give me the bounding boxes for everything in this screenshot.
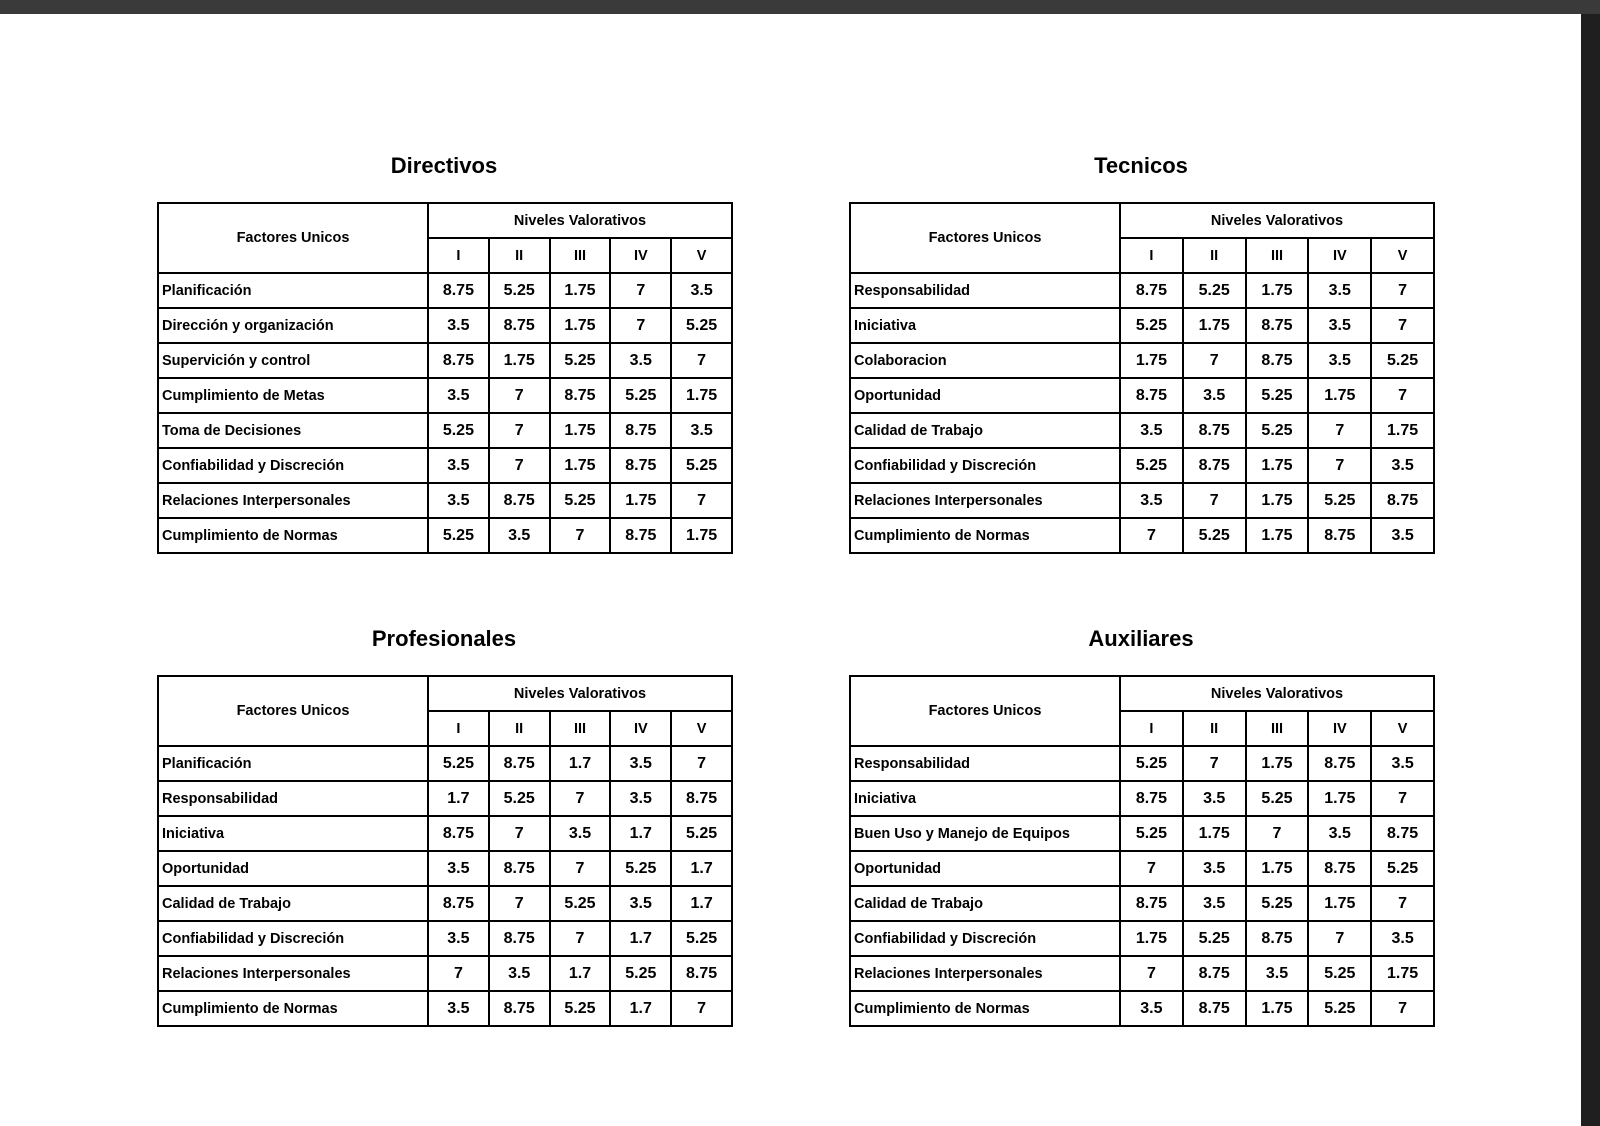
value-cell: 3.5 <box>671 413 732 448</box>
level-header: II <box>489 711 550 746</box>
value-cell: 8.75 <box>1120 781 1183 816</box>
value-cell: 5.25 <box>1308 956 1371 991</box>
value-cell: 5.25 <box>1371 851 1434 886</box>
value-cell: 8.75 <box>489 851 550 886</box>
factor-cell: Dirección y organización <box>158 308 428 343</box>
value-cell: 1.75 <box>1120 343 1183 378</box>
factor-cell: Buen Uso y Manejo de Equipos <box>850 816 1120 851</box>
factor-column-header: Factores Unicos <box>850 676 1120 746</box>
factor-cell: Relaciones Interpersonales <box>158 483 428 518</box>
viewer-scrollbar-track[interactable] <box>1581 14 1600 1126</box>
header-row <box>158 676 732 711</box>
value-cell: 5.25 <box>1246 413 1309 448</box>
value-cell: 3.5 <box>610 886 671 921</box>
level-header: IV <box>610 711 671 746</box>
value-cell: 1.75 <box>1183 308 1246 343</box>
value-cell: 8.75 <box>428 886 489 921</box>
level-header: III <box>550 238 611 273</box>
value-cell: 3.5 <box>1371 448 1434 483</box>
document-page <box>0 14 1581 1126</box>
value-cell: 5.25 <box>610 851 671 886</box>
factor-cell: Confiabilidad y Discreción <box>850 921 1120 956</box>
level-header: V <box>1371 711 1434 746</box>
value-cell: 7 <box>550 518 611 553</box>
table-row <box>850 956 1434 991</box>
value-cell: 8.75 <box>1183 956 1246 991</box>
value-cell: 1.75 <box>1308 378 1371 413</box>
value-cell: 3.5 <box>671 273 732 308</box>
value-cell: 5.25 <box>1308 483 1371 518</box>
table-row <box>158 413 732 448</box>
value-cell: 7 <box>1246 816 1309 851</box>
value-cell: 1.75 <box>1246 746 1309 781</box>
table-row <box>850 886 1434 921</box>
value-cell: 1.75 <box>550 273 611 308</box>
value-cell: 8.75 <box>1120 378 1183 413</box>
value-cell: 3.5 <box>550 816 611 851</box>
factor-cell: Oportunidad <box>850 378 1120 413</box>
value-cell: 3.5 <box>428 448 489 483</box>
value-cell: 5.25 <box>550 991 611 1026</box>
level-header: I <box>1120 711 1183 746</box>
value-cell: 8.75 <box>428 816 489 851</box>
value-cell: 7 <box>489 378 550 413</box>
table-row <box>158 273 732 308</box>
level-header: III <box>1246 711 1309 746</box>
value-cell: 8.75 <box>610 448 671 483</box>
value-cell: 8.75 <box>1246 921 1309 956</box>
factor-cell: Iniciativa <box>850 781 1120 816</box>
value-cell: 7 <box>1183 746 1246 781</box>
level-header: II <box>1183 238 1246 273</box>
factor-cell: Toma de Decisiones <box>158 413 428 448</box>
value-cell: 1.75 <box>1246 851 1309 886</box>
levels-column-header: Niveles Valorativos <box>428 676 732 711</box>
value-cell: 7 <box>489 886 550 921</box>
value-cell: 5.25 <box>1120 746 1183 781</box>
value-cell: 7 <box>1308 413 1371 448</box>
factor-cell: Calidad de Trabajo <box>158 886 428 921</box>
header-row <box>850 676 1434 711</box>
value-cell: 8.75 <box>489 308 550 343</box>
factor-cell: Relaciones Interpersonales <box>850 956 1120 991</box>
value-cell: 1.75 <box>1246 483 1309 518</box>
factor-cell: Oportunidad <box>850 851 1120 886</box>
value-cell: 3.5 <box>1371 746 1434 781</box>
value-cell: 1.7 <box>671 851 732 886</box>
value-cell: 5.25 <box>489 781 550 816</box>
value-cell: 1.75 <box>1371 956 1434 991</box>
value-cell: 3.5 <box>1308 343 1371 378</box>
factor-cell: Responsabilidad <box>158 781 428 816</box>
value-cell: 5.25 <box>671 921 732 956</box>
value-cell: 8.75 <box>550 378 611 413</box>
table-row <box>158 343 732 378</box>
level-header: III <box>550 711 611 746</box>
value-cell: 1.75 <box>1308 781 1371 816</box>
value-cell: 7 <box>1371 378 1434 413</box>
value-cell: 7 <box>1183 483 1246 518</box>
value-cell: 1.7 <box>550 746 611 781</box>
level-header: IV <box>1308 238 1371 273</box>
valuation-table <box>849 202 1435 554</box>
value-cell: 7 <box>1183 343 1246 378</box>
factor-cell: Relaciones Interpersonales <box>850 483 1120 518</box>
table-row <box>158 816 732 851</box>
table-row <box>158 378 732 413</box>
value-cell: 8.75 <box>1308 518 1371 553</box>
level-header: II <box>489 238 550 273</box>
value-cell: 7 <box>1371 886 1434 921</box>
table-title: Tecnicos <box>1094 153 1188 178</box>
factor-cell: Responsabilidad <box>850 273 1120 308</box>
value-cell: 5.25 <box>1183 273 1246 308</box>
table-row <box>158 518 732 553</box>
value-cell: 1.7 <box>428 781 489 816</box>
value-cell: 3.5 <box>1120 483 1183 518</box>
value-cell: 1.75 <box>1246 448 1309 483</box>
value-cell: 1.75 <box>671 518 732 553</box>
value-cell: 1.75 <box>671 378 732 413</box>
level-header: V <box>671 238 732 273</box>
table-row <box>158 483 732 518</box>
value-cell: 3.5 <box>428 851 489 886</box>
value-cell: 3.5 <box>1308 273 1371 308</box>
value-cell: 3.5 <box>489 518 550 553</box>
value-cell: 8.75 <box>489 921 550 956</box>
levels-column-header: Niveles Valorativos <box>428 203 732 238</box>
valuation-table <box>157 675 733 1027</box>
value-cell: 3.5 <box>1183 781 1246 816</box>
value-cell: 5.25 <box>671 308 732 343</box>
factor-cell: Cumplimiento de Normas <box>158 518 428 553</box>
table-row <box>850 991 1434 1026</box>
value-cell: 1.7 <box>610 991 671 1026</box>
value-cell: 8.75 <box>489 991 550 1026</box>
value-cell: 1.75 <box>550 448 611 483</box>
value-cell: 1.75 <box>489 343 550 378</box>
factor-cell: Cumplimiento de Normas <box>850 991 1120 1026</box>
level-header: IV <box>1308 711 1371 746</box>
table-block-tecnicos <box>849 152 1433 592</box>
value-cell: 7 <box>489 448 550 483</box>
level-header: V <box>1371 238 1434 273</box>
value-cell: 5.25 <box>1371 343 1434 378</box>
value-cell: 7 <box>1308 448 1371 483</box>
value-cell: 7 <box>1120 518 1183 553</box>
value-cell: 5.25 <box>1120 816 1183 851</box>
value-cell: 5.25 <box>1120 308 1183 343</box>
value-cell: 5.25 <box>428 413 489 448</box>
value-cell: 3.5 <box>610 781 671 816</box>
table-block-directivos <box>157 152 731 592</box>
table-row <box>850 378 1434 413</box>
value-cell: 3.5 <box>489 956 550 991</box>
value-cell: 5.25 <box>1246 781 1309 816</box>
value-cell: 5.25 <box>1183 518 1246 553</box>
value-cell: 8.75 <box>610 413 671 448</box>
value-cell: 8.75 <box>1183 413 1246 448</box>
value-cell: 7 <box>671 991 732 1026</box>
table-row <box>158 886 732 921</box>
factor-cell: Oportunidad <box>158 851 428 886</box>
factor-cell: Colaboracion <box>850 343 1120 378</box>
value-cell: 7 <box>1120 851 1183 886</box>
value-cell: 8.75 <box>1183 448 1246 483</box>
value-cell: 7 <box>550 921 611 956</box>
value-cell: 8.75 <box>1371 816 1434 851</box>
table-row <box>158 921 732 956</box>
value-cell: 1.75 <box>610 483 671 518</box>
value-cell: 7 <box>1371 273 1434 308</box>
header-row <box>850 203 1434 238</box>
value-cell: 3.5 <box>1308 308 1371 343</box>
value-cell: 3.5 <box>1183 378 1246 413</box>
value-cell: 7 <box>671 343 732 378</box>
value-cell: 1.7 <box>610 921 671 956</box>
value-cell: 3.5 <box>1246 956 1309 991</box>
factor-cell: Confiabilidad y Discreción <box>158 921 428 956</box>
factor-cell: Planificación <box>158 273 428 308</box>
value-cell: 7 <box>610 308 671 343</box>
factor-cell: Iniciativa <box>850 308 1120 343</box>
value-cell: 3.5 <box>610 343 671 378</box>
factor-cell: Iniciativa <box>158 816 428 851</box>
table-row <box>850 273 1434 308</box>
value-cell: 5.25 <box>671 816 732 851</box>
value-cell: 5.25 <box>1246 886 1309 921</box>
valuation-table <box>849 675 1435 1027</box>
table-row <box>850 413 1434 448</box>
value-cell: 1.7 <box>550 956 611 991</box>
value-cell: 3.5 <box>1120 413 1183 448</box>
value-cell: 8.75 <box>1246 343 1309 378</box>
level-header: II <box>1183 711 1246 746</box>
factor-cell: Calidad de Trabajo <box>850 413 1120 448</box>
value-cell: 3.5 <box>1371 921 1434 956</box>
value-cell: 8.75 <box>489 746 550 781</box>
table-row <box>850 746 1434 781</box>
value-cell: 3.5 <box>1183 886 1246 921</box>
level-header: V <box>671 711 732 746</box>
value-cell: 1.75 <box>1308 886 1371 921</box>
levels-column-header: Niveles Valorativos <box>1120 676 1434 711</box>
factor-cell: Supervición y control <box>158 343 428 378</box>
value-cell: 1.7 <box>610 816 671 851</box>
factor-column-header: Factores Unicos <box>158 676 428 746</box>
value-cell: 3.5 <box>428 483 489 518</box>
table-row <box>158 851 732 886</box>
value-cell: 3.5 <box>428 378 489 413</box>
factor-cell: Calidad de Trabajo <box>850 886 1120 921</box>
factor-cell: Cumplimiento de Normas <box>158 991 428 1026</box>
value-cell: 1.75 <box>1183 816 1246 851</box>
value-cell: 7 <box>489 413 550 448</box>
factor-cell: Cumplimiento de Metas <box>158 378 428 413</box>
value-cell: 5.25 <box>610 956 671 991</box>
table-row <box>158 308 732 343</box>
value-cell: 1.75 <box>1246 991 1309 1026</box>
table-title: Auxiliares <box>1088 626 1194 651</box>
factor-cell: Planificación <box>158 746 428 781</box>
table-title: Directivos <box>390 153 498 178</box>
value-cell: 7 <box>428 956 489 991</box>
value-cell: 7 <box>1371 991 1434 1026</box>
value-cell: 8.75 <box>1183 991 1246 1026</box>
value-cell: 7 <box>489 816 550 851</box>
factor-cell: Confiabilidad y Discreción <box>850 448 1120 483</box>
levels-column-header: Niveles Valorativos <box>1120 203 1434 238</box>
value-cell: 3.5 <box>1371 518 1434 553</box>
value-cell: 5.25 <box>550 343 611 378</box>
value-cell: 5.25 <box>1183 921 1246 956</box>
table-row <box>850 308 1434 343</box>
table-row <box>850 781 1434 816</box>
table-row <box>850 921 1434 956</box>
value-cell: 1.75 <box>550 308 611 343</box>
valuation-table <box>157 202 733 554</box>
value-cell: 5.25 <box>550 483 611 518</box>
value-cell: 1.7 <box>671 886 732 921</box>
value-cell: 3.5 <box>1308 816 1371 851</box>
table-row <box>158 991 732 1026</box>
value-cell: 3.5 <box>1120 991 1183 1026</box>
table-row <box>850 483 1434 518</box>
table-row <box>158 448 732 483</box>
value-cell: 7 <box>1308 921 1371 956</box>
value-cell: 7 <box>1120 956 1183 991</box>
level-header: I <box>428 238 489 273</box>
value-cell: 7 <box>610 273 671 308</box>
level-header: III <box>1246 238 1309 273</box>
value-cell: 1.75 <box>1246 518 1309 553</box>
value-cell: 8.75 <box>1308 851 1371 886</box>
value-cell: 8.75 <box>428 343 489 378</box>
value-cell: 7 <box>550 781 611 816</box>
value-cell: 5.25 <box>428 518 489 553</box>
factor-cell: Responsabilidad <box>850 746 1120 781</box>
value-cell: 1.75 <box>1371 413 1434 448</box>
value-cell: 8.75 <box>1120 886 1183 921</box>
value-cell: 5.25 <box>1120 448 1183 483</box>
factor-column-header: Factores Unicos <box>850 203 1120 273</box>
level-header: I <box>428 711 489 746</box>
value-cell: 3.5 <box>428 991 489 1026</box>
level-header: I <box>1120 238 1183 273</box>
value-cell: 8.75 <box>671 956 732 991</box>
value-cell: 7 <box>1371 308 1434 343</box>
value-cell: 3.5 <box>428 308 489 343</box>
value-cell: 5.25 <box>1246 378 1309 413</box>
value-cell: 3.5 <box>428 921 489 956</box>
table-row <box>850 343 1434 378</box>
value-cell: 8.75 <box>1371 483 1434 518</box>
factor-column-header: Factores Unicos <box>158 203 428 273</box>
value-cell: 5.25 <box>550 886 611 921</box>
value-cell: 5.25 <box>489 273 550 308</box>
table-row <box>850 816 1434 851</box>
value-cell: 3.5 <box>610 746 671 781</box>
value-cell: 7 <box>550 851 611 886</box>
value-cell: 5.25 <box>610 378 671 413</box>
value-cell: 8.75 <box>428 273 489 308</box>
value-cell: 8.75 <box>1246 308 1309 343</box>
value-cell: 8.75 <box>671 781 732 816</box>
table-title: Profesionales <box>371 626 517 651</box>
value-cell: 8.75 <box>489 483 550 518</box>
value-cell: 7 <box>1371 781 1434 816</box>
value-cell: 8.75 <box>1308 746 1371 781</box>
table-block-profesionales <box>157 625 731 1065</box>
factor-cell: Confiabilidad y Discreción <box>158 448 428 483</box>
value-cell: 1.75 <box>550 413 611 448</box>
value-cell: 8.75 <box>1120 273 1183 308</box>
table-row <box>850 448 1434 483</box>
table-row <box>158 781 732 816</box>
value-cell: 5.25 <box>1308 991 1371 1026</box>
value-cell: 5.25 <box>671 448 732 483</box>
table-row <box>850 851 1434 886</box>
table-row <box>850 518 1434 553</box>
header-row <box>158 203 732 238</box>
table-block-auxiliares <box>849 625 1433 1065</box>
value-cell: 1.75 <box>1120 921 1183 956</box>
value-cell: 7 <box>671 746 732 781</box>
value-cell: 5.25 <box>428 746 489 781</box>
value-cell: 7 <box>671 483 732 518</box>
level-header: IV <box>610 238 671 273</box>
value-cell: 8.75 <box>610 518 671 553</box>
value-cell: 1.75 <box>1246 273 1309 308</box>
value-cell: 3.5 <box>1183 851 1246 886</box>
table-row <box>158 746 732 781</box>
table-row <box>158 956 732 991</box>
factor-cell: Relaciones Interpersonales <box>158 956 428 991</box>
factor-cell: Cumplimiento de Normas <box>850 518 1120 553</box>
